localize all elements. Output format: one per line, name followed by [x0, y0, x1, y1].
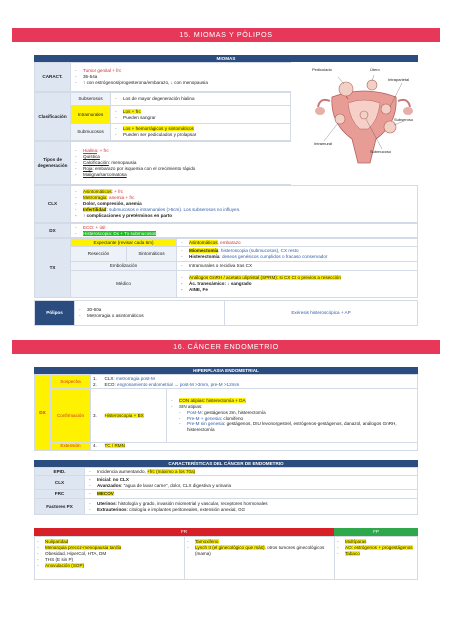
polipos-right: Exéresis histeroscópica + AP	[225, 301, 418, 326]
tipos-item: - Hialina: + frc	[73, 148, 289, 154]
submucosos-label: Submucosos	[71, 124, 111, 141]
con-atipias: - CON atipias: histerectomía + DA	[169, 398, 415, 404]
tipos-item: - Maligna/sarcomatosa	[73, 172, 289, 178]
clx-item: - Dolor, compresión, anemia	[73, 201, 415, 207]
tx-block	[34, 238, 418, 298]
caract-list	[73, 68, 289, 86]
medico-item: - Análogos GnRH / acetato ulipristal (SPRM): si CX CI o previos a resección	[179, 275, 415, 281]
fp-item: - AO: estrógenos + progestágenos	[335, 545, 417, 551]
label-utero: Útero	[370, 67, 380, 72]
confirmacion-label: Confirmación	[51, 389, 91, 442]
sospecha-step-2: ECO: engrosamiento endometrial → post-M >3mm, pre-M >12mm	[104, 381, 240, 387]
section-banner-cancer: 16. CÁNCER ENDOMETRIO	[12, 340, 440, 354]
tipos-label: Tipos de degeneración	[35, 142, 71, 185]
label-submucoso: Submucoso	[370, 149, 392, 154]
intramurales-item: - Los + frc	[113, 109, 288, 115]
confirmacion-text: Histeroscopia + BX	[104, 412, 144, 418]
fr-item: - Anovulación (SOP)	[35, 563, 184, 569]
miomas-header: MIOMAS	[34, 55, 418, 62]
intramurales-item: - Pueden sangrar	[113, 115, 288, 121]
fpx-item: - Uterinos: histología y grado, invasión miometrial y vascular, receptores hormonales	[87, 501, 415, 507]
polipos-label: Pólipos	[35, 301, 75, 326]
sin-atipias-item: - Post-M: gestágenos 3m, histerectomía	[177, 410, 415, 416]
fr-item: - Nuliparidad	[35, 539, 184, 545]
dx-tag: DX	[35, 375, 51, 451]
extension-label: Extensión	[51, 442, 91, 450]
fp-item: - Tabaco	[335, 551, 417, 557]
dx-row	[34, 223, 418, 238]
caract-item: - 35-54a	[73, 74, 289, 80]
reseccion-item: - Histerectomía: deseos genésicos cumplidos o fracaso conservador	[179, 254, 415, 260]
clx-item: - Metrorragia: anemia + frc	[73, 195, 415, 201]
clx2-item: - Inicial: no CLX	[87, 477, 415, 483]
polipos-panel	[34, 300, 418, 326]
tipos-item: - Quística	[73, 154, 289, 160]
medico-label: Médico	[71, 271, 177, 298]
caract-item: - Tumor genital + frc	[73, 68, 289, 74]
caracteristicas-panel	[34, 460, 418, 514]
clx2-item: - Avanzados: "agua de lavar carne", dolor, CLX digestiva y urinaria	[87, 483, 415, 489]
tipos-item: - Roja: embarazo por isquemia con el crecimiento rápido	[73, 166, 289, 172]
frc-label: FRC	[35, 490, 85, 499]
fr-item: - Obesidad, HiperCol, HTA, DM	[35, 551, 184, 557]
frc-text: - MECOV	[87, 491, 415, 497]
sin-atipias-item: - Pre-M sin genesia: gestágenos, DIU levonorgestrel, estrógenos-gestágenos, danazol, análogos GnRH, histerectomía	[177, 421, 415, 433]
reseccion-item: - Miomectomía: histeroscopia (submucosos), CX resto	[179, 248, 415, 254]
fr-item: - Menarquia precoz-menopausia tardía	[35, 545, 184, 551]
caracteristicas-header: CARACTERÍSTICAS DEL CÁNCER DE ENDOMETRIO	[34, 460, 418, 467]
dx-item: - Histeroscopia: Dx + Tx submucosos	[73, 231, 415, 237]
reseccion-label: Resección	[71, 247, 127, 262]
medico-item: - AINE, Fe	[179, 287, 415, 293]
extension-text: TC / RMN	[104, 443, 125, 449]
clx-item: - Asintomáticos: + frc	[73, 189, 415, 195]
dx-item: - ECO: + útil	[73, 225, 415, 231]
clx-item: - Infertilidad: submucosos e intramurales (>5cm). Los subserosos no influyen.	[73, 207, 415, 213]
fr-item: - Lynch II (el ginecológico que más), otros tumores ginecológicos (mama)	[185, 545, 334, 557]
fr-header: FR	[34, 528, 334, 536]
caract-label: CARACT.	[35, 63, 71, 92]
label-intramural: Intramural	[314, 141, 333, 146]
fp-header: FP	[334, 528, 418, 536]
caract-item: - ↑ con estrógenos/progesterona/embarazo, ↓ con menopausia	[73, 80, 289, 86]
clx-row	[34, 185, 418, 223]
fr-item: - Tamoxifeno	[185, 539, 334, 545]
step-num: 2.	[93, 381, 97, 387]
fr-col-2	[185, 537, 335, 579]
fpx-label: Factores PX	[35, 499, 85, 515]
tipos-item: - Calcificación: menopausia	[73, 160, 289, 166]
clx-label: CLX	[35, 186, 71, 223]
step-num: 4.	[91, 442, 103, 450]
fpx-item: - Extrauterinos: citología e implantes peritoneales, extensión anexial, GG	[87, 507, 415, 513]
submucosos-item: - Pueden ser pediculados y prolapsar	[113, 132, 288, 138]
sin-atipias: - SIN atipias:	[169, 404, 415, 410]
submucosos-item: - Los + hemorrágicos y sintomáticos	[113, 126, 288, 132]
sospecha-step-1: CLX: metrorragia post-M	[104, 375, 155, 381]
subserosos-label: Subserosos	[71, 93, 111, 106]
label-intraparietal: Intraparietal	[388, 77, 410, 82]
embolizacion-text: - Intramurales o recidiva tras CX	[179, 263, 415, 269]
clx-item: - ↑ complicaciones y pretérminos en parto	[73, 213, 415, 219]
fp-col	[335, 537, 417, 579]
fr-col-1	[35, 537, 185, 579]
hiperplasia-panel	[34, 367, 418, 451]
medico-item: - Ác. tranexámico: ↓ sangrado	[179, 281, 415, 287]
fr-fp-panel	[34, 528, 418, 580]
epid-text: - Incidencia aumentando, +frc (máximo a los 70a)	[87, 469, 415, 475]
fp-item: - Multíparas	[335, 539, 417, 545]
embolizacion-label: Embolización	[71, 262, 177, 271]
polipos-item: - 30-60a	[77, 307, 222, 313]
expectante-text: - Asintomáticos, embarazo	[179, 240, 415, 246]
clasif-label: Clasificación	[35, 93, 71, 141]
tx-label: TX	[35, 239, 71, 298]
section-banner-miomas: 15. MIOMAS Y PÓLIPOS	[12, 28, 440, 42]
sin-atipias-item: - Pre-M + genesia: clomifeno	[177, 416, 415, 422]
expectante-cell: Expectante (revisar cada 6m)	[71, 239, 177, 247]
hiperplasia-header: HIPERPLASIA ENDOMETRIAL	[34, 367, 418, 374]
step-num: 1.	[93, 375, 97, 381]
epid-label: EPID.	[35, 468, 85, 476]
label-pediculado: Pediculado	[312, 67, 332, 72]
label-subseroso: Subseroso	[394, 117, 414, 122]
uterus-diagram	[312, 63, 416, 175]
clx2-label: CLX	[35, 476, 85, 490]
polipos-item: - Metrorragia o asintomáticos	[77, 313, 222, 319]
subserosos-text: - Los de mayor degeneración hialina	[113, 96, 288, 102]
sintomaticos-label: Sintomáticos	[127, 247, 177, 262]
sospecha-label: Sospecha	[51, 375, 91, 389]
fr-item: - THS (E sin P)	[35, 557, 184, 563]
dx-label: DX	[35, 224, 71, 238]
step-num: 3.	[91, 389, 103, 442]
intramurales-label: Intramurales	[71, 106, 111, 124]
